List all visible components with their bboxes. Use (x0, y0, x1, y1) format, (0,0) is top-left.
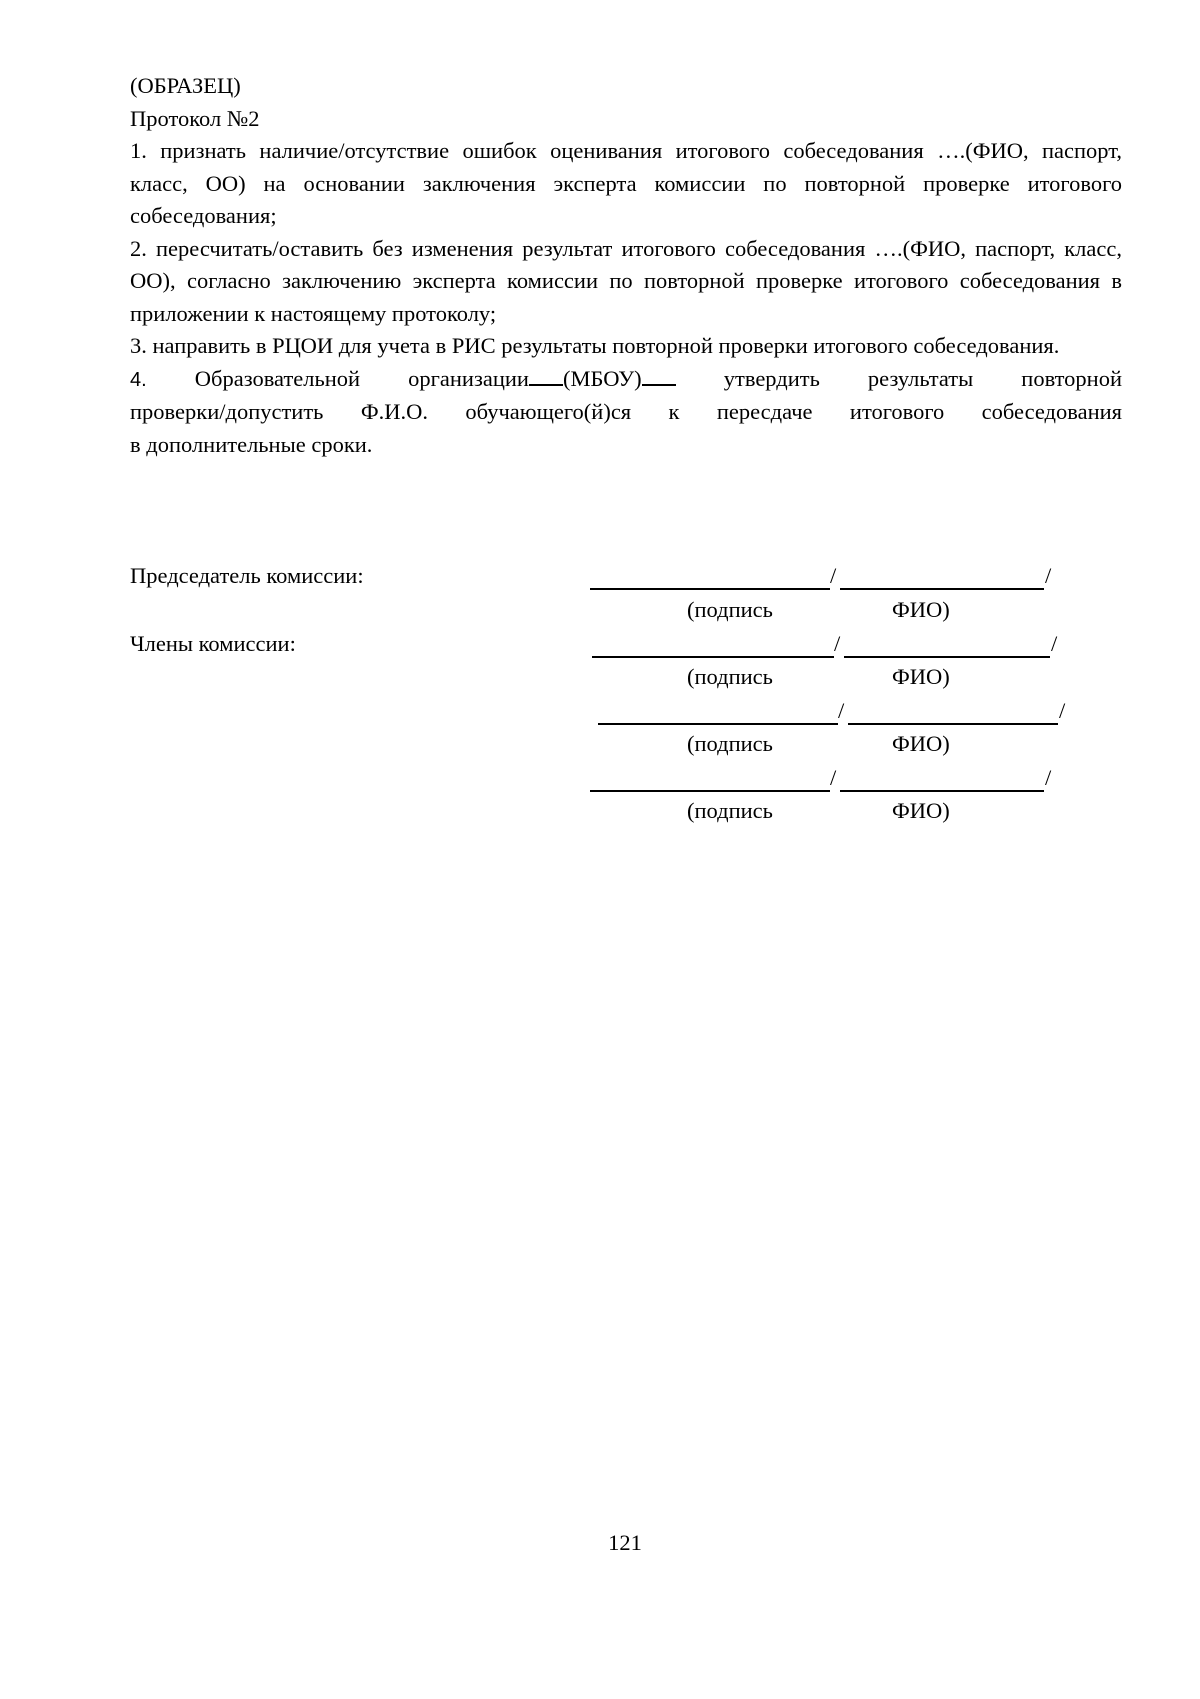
caption-name: ФИО) (892, 664, 950, 689)
item-4-line-2: проверки/допустить Ф.И.О. обучающего(й)ся к пересдаче итогового собеседования (130, 399, 1122, 424)
item-3: 3. направить в РЦОИ для учета в РИС результаты повторной проверки итогового собеседования. (130, 333, 1060, 358)
page-number: 121 (608, 1530, 642, 1555)
item-4-line-1 (130, 363, 1122, 397)
member-1-signature-line: / / (592, 628, 1062, 658)
caption-name: ФИО) (892, 731, 950, 756)
caption-signature: (подпись (687, 798, 773, 823)
caption-name: ФИО) (892, 597, 950, 622)
sample-header: (ОБРАЗЕЦ) (130, 73, 241, 98)
members-label: Члены комиссии: (130, 631, 296, 656)
protocol-title: Протокол №2 (130, 105, 260, 131)
blank-line (642, 366, 676, 386)
item-4-org: (МБОУ) (562, 365, 642, 391)
item-4-text-before: Образовательной организации (194, 365, 529, 391)
blank-line (529, 366, 563, 386)
item-1: 1. признать наличие/отсутствие ошибок оценивания итогового собеседования ….(ФИО, паспорт, класс, ОО) на основании заключения эксперта комиссии по повторной проверке итогового собеседования; (130, 138, 1122, 228)
caption-name: ФИО) (892, 798, 950, 823)
item-4-text-after: утвердить результаты повторной (723, 365, 1123, 391)
member-2-signature-line: / / (598, 695, 1068, 725)
item-4-line-3: в дополнительные сроки. (130, 431, 373, 457)
item-2: 2. пересчитать/оставить без изменения результат итогового собеседования ….(ФИО, паспорт, класс, ОО), согласно заключению эксперта комиссии по повторной проверке итогового собеседования в приложении к настоящему протоколу; (130, 235, 1122, 326)
caption-signature: (подпись (687, 664, 773, 689)
item-4-number: 4. (130, 368, 147, 391)
chair-signature-line: / / (590, 560, 1060, 590)
member-3-signature-line: / / (590, 762, 1060, 792)
caption-signature: (подпись (687, 597, 773, 622)
protocol-body (130, 70, 1122, 461)
caption-signature: (подпись (687, 731, 773, 756)
chair-label: Председатель комиссии: (130, 563, 364, 588)
